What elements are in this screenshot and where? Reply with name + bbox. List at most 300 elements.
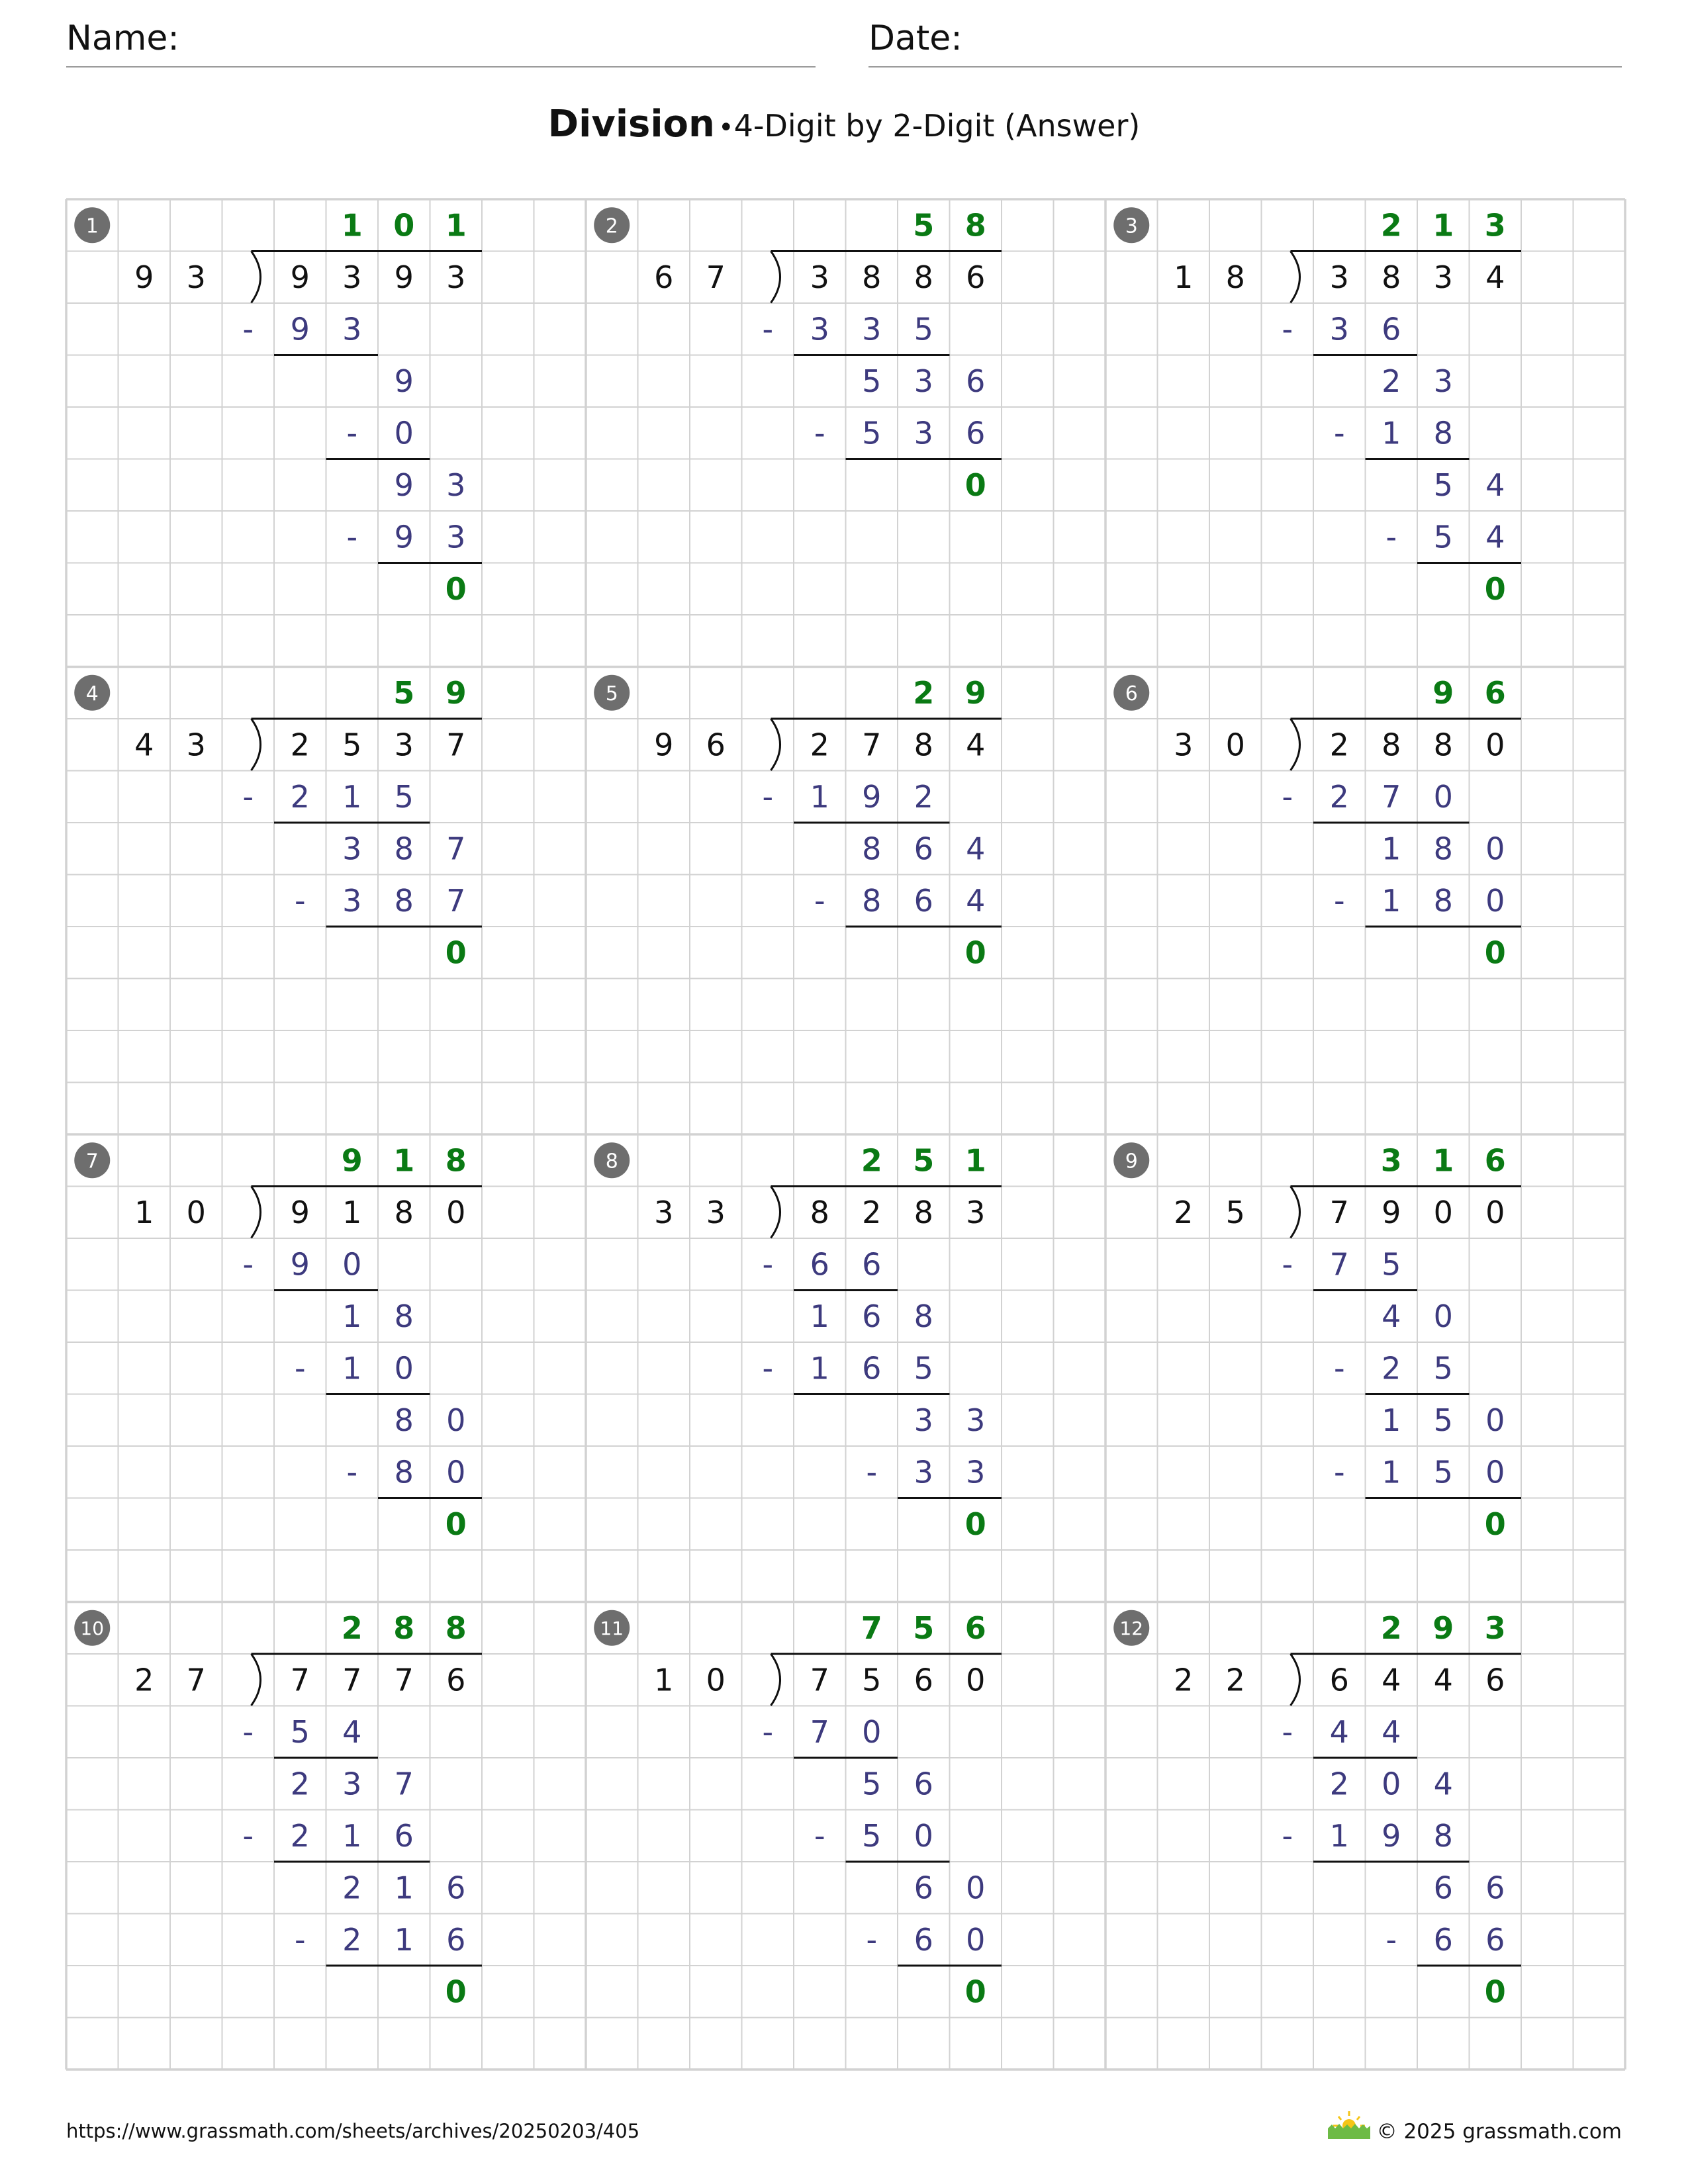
quotient-digit: 8: [445, 1142, 467, 1179]
bring-down-digit: 3: [914, 1402, 933, 1438]
subtract-digit: 3: [966, 1454, 986, 1490]
bring-down-digit: 3: [1433, 363, 1453, 399]
problem-number: 11: [600, 1617, 624, 1639]
minus-sign: -: [814, 1817, 825, 1854]
subtract-digit: 1: [1329, 1817, 1349, 1854]
problem-number: 9: [1125, 1150, 1138, 1173]
subtract-digit: 0: [1485, 1454, 1505, 1490]
problem-number: 7: [85, 1150, 99, 1173]
dividend-digit: 8: [862, 259, 882, 295]
remainder-digit: 0: [964, 934, 986, 971]
remainder-digit: 0: [1484, 1506, 1506, 1542]
title-subtitle: 4-Digit by 2-Digit (Answer): [733, 108, 1141, 144]
minus-sign: -: [762, 1350, 774, 1387]
dividend-digit: 5: [342, 727, 362, 763]
dividend-digit: 8: [914, 727, 933, 763]
subtract-digit: 2: [1329, 778, 1349, 815]
bring-down-digit: 8: [1433, 831, 1453, 867]
minus-sign: -: [242, 1246, 254, 1283]
subtract-digit: 5: [1433, 1350, 1453, 1387]
dividend-digit: 3: [1433, 259, 1453, 295]
quotient-digit: 0: [393, 207, 415, 244]
divisor-digit: 7: [186, 1662, 206, 1698]
division-bracket: [1291, 1187, 1300, 1238]
dividend-digit: 4: [1485, 259, 1505, 295]
subtract-digit: 2: [342, 1921, 362, 1958]
bring-down-digit: 2: [1329, 1766, 1349, 1802]
bring-down-digit: 3: [446, 467, 466, 503]
minus-sign: -: [242, 1713, 254, 1750]
bring-down-digit: 6: [914, 831, 933, 867]
subtract-digit: 2: [1382, 1350, 1401, 1387]
subtract-digit: 8: [394, 1454, 414, 1490]
dividend-digit: 9: [1382, 1194, 1401, 1230]
division-bracket: [1291, 251, 1300, 303]
dividend-digit: 0: [1433, 1194, 1453, 1230]
minus-sign: -: [346, 415, 358, 451]
subtract-digit: 0: [862, 1713, 882, 1750]
subtract-digit: 3: [342, 311, 362, 347]
bring-down-digit: 0: [966, 1870, 986, 1906]
title-bullet: •: [718, 113, 734, 143]
bring-down-digit: 4: [1433, 1766, 1453, 1802]
bring-down-digit: 0: [446, 1402, 466, 1438]
quotient-digit: 6: [1484, 674, 1506, 711]
dividend-digit: 6: [1485, 1662, 1505, 1698]
quotient-digit: 2: [1380, 1610, 1402, 1646]
minus-sign: -: [346, 1454, 358, 1490]
bring-down-digit: 8: [394, 831, 414, 867]
bring-down-digit: 4: [1485, 467, 1505, 503]
bring-down-digit: 5: [1433, 467, 1453, 503]
quotient-digit: 1: [964, 1142, 986, 1179]
subtract-digit: 1: [810, 1350, 829, 1387]
dividend-digit: 8: [914, 259, 933, 295]
subtract-digit: 5: [394, 778, 414, 815]
subtract-digit: 8: [1433, 415, 1453, 451]
dividend-digit: 0: [966, 1662, 986, 1698]
dividend-digit: 4: [1382, 1662, 1401, 1698]
dividend-digit: 3: [394, 727, 414, 763]
minus-sign: -: [346, 519, 358, 555]
subtract-digit: 3: [862, 311, 882, 347]
dividend-digit: 0: [1485, 727, 1505, 763]
bring-down-digit: 0: [1433, 1298, 1453, 1334]
divisor-digit: 3: [706, 1194, 726, 1230]
subtract-digit: 6: [914, 1921, 933, 1958]
subtract-digit: 8: [1433, 1817, 1453, 1854]
bring-down-digit: 3: [914, 363, 933, 399]
dividend-digit: 7: [446, 727, 466, 763]
bring-down-digit: 7: [394, 1766, 414, 1802]
subtract-digit: 2: [914, 778, 933, 815]
subtract-digit: 5: [290, 1713, 310, 1750]
subtract-digit: 1: [342, 1817, 362, 1854]
minus-sign: -: [1385, 519, 1397, 555]
divisor-digit: 0: [186, 1194, 206, 1230]
minus-sign: -: [762, 1713, 774, 1750]
title-main: Division: [547, 103, 715, 146]
minus-sign: -: [1333, 882, 1345, 919]
subtract-digit: 3: [914, 415, 933, 451]
subtract-digit: 0: [1485, 882, 1505, 919]
divisor-digit: 3: [186, 727, 206, 763]
divisor-digit: 7: [706, 259, 726, 295]
dividend-digit: 6: [914, 1662, 933, 1698]
problem-number: 5: [605, 682, 618, 705]
quotient-digit: 8: [964, 207, 986, 244]
subtract-digit: 1: [1382, 415, 1401, 451]
bring-down-digit: 2: [290, 1766, 310, 1802]
subtract-digit: 5: [862, 415, 882, 451]
bring-down-digit: 3: [342, 1766, 362, 1802]
quotient-digit: 5: [393, 674, 415, 711]
subtract-digit: 4: [342, 1713, 362, 1750]
minus-sign: -: [1333, 1350, 1345, 1387]
subtract-digit: 9: [290, 1246, 310, 1283]
dividend-digit: 2: [290, 727, 310, 763]
bring-down-digit: 4: [1382, 1298, 1401, 1334]
problem-number: 6: [1125, 682, 1138, 705]
dividend-digit: 8: [394, 1194, 414, 1230]
divisor-digit: 1: [1174, 259, 1194, 295]
minus-sign: -: [1385, 1921, 1397, 1958]
quotient-digit: 1: [1432, 207, 1454, 244]
bring-down-digit: 1: [394, 1870, 414, 1906]
bring-down-digit: 3: [342, 831, 362, 867]
quotient-digit: 1: [393, 1142, 415, 1179]
minus-sign: -: [866, 1921, 878, 1958]
quotient-digit: 6: [964, 1610, 986, 1646]
dividend-digit: 6: [446, 1662, 466, 1698]
footer-url: https://www.grassmath.com/sheets/archives/20250203/405: [66, 2120, 640, 2142]
minus-sign: -: [1333, 415, 1345, 451]
name-label: Name:: [66, 19, 179, 58]
dividend-digit: 6: [966, 259, 986, 295]
division-bracket: [771, 251, 780, 303]
quotient-digit: 2: [1380, 207, 1402, 244]
quotient-digit: 9: [964, 674, 986, 711]
quotient-digit: 2: [341, 1610, 363, 1646]
subtract-digit: 9: [394, 519, 414, 555]
subtract-digit: 6: [394, 1817, 414, 1854]
dividend-digit: 7: [290, 1662, 310, 1698]
minus-sign: -: [1282, 778, 1293, 815]
subtract-digit: 6: [1382, 311, 1401, 347]
minus-sign: -: [1282, 311, 1293, 347]
subtract-digit: 7: [810, 1713, 829, 1750]
bring-down-digit: 7: [446, 831, 466, 867]
problem-number: 12: [1119, 1617, 1144, 1639]
bring-down-digit: 0: [1382, 1766, 1401, 1802]
bring-down-digit: 5: [862, 363, 882, 399]
grassmath-logo-icon: [1326, 2109, 1372, 2140]
subtract-digit: 0: [446, 1454, 466, 1490]
problem-number: 3: [1125, 214, 1138, 238]
subtract-digit: 1: [342, 778, 362, 815]
divisor-digit: 8: [1225, 259, 1245, 295]
dividend-digit: 7: [394, 1662, 414, 1698]
bring-down-digit: 2: [1382, 363, 1401, 399]
subtract-digit: 1: [1382, 882, 1401, 919]
subtract-digit: 8: [1433, 882, 1453, 919]
division-bracket: [771, 1654, 780, 1706]
subtract-digit: 4: [1382, 1713, 1401, 1750]
subtract-digit: 5: [1433, 519, 1453, 555]
dividend-digit: 8: [1382, 727, 1401, 763]
dividend-digit: 3: [342, 259, 362, 295]
dividend-digit: 6: [1329, 1662, 1349, 1698]
subtract-digit: 9: [862, 778, 882, 815]
subtract-digit: 6: [862, 1350, 882, 1387]
minus-sign: -: [762, 311, 774, 347]
problem-number: 8: [605, 1150, 618, 1173]
bring-down-digit: 5: [1433, 1402, 1453, 1438]
dividend-digit: 5: [862, 1662, 882, 1698]
dividend-digit: 0: [1485, 1194, 1505, 1230]
subtract-digit: 3: [446, 519, 466, 555]
minus-sign: -: [866, 1454, 878, 1490]
footer-copyright: © 2025 grassmath.com: [1376, 2120, 1622, 2144]
division-bracket: [252, 251, 261, 303]
subtract-digit: 1: [394, 1921, 414, 1958]
dividend-digit: 8: [810, 1194, 829, 1230]
dividend-digit: 2: [810, 727, 829, 763]
problem-number: 2: [605, 214, 618, 238]
divisor-digit: 0: [1225, 727, 1245, 763]
bring-down-digit: 8: [394, 1402, 414, 1438]
dividend-digit: 7: [810, 1662, 829, 1698]
subtract-digit: 1: [1382, 1454, 1401, 1490]
divisor-digit: 3: [1174, 727, 1194, 763]
subtract-digit: 7: [1329, 1246, 1349, 1283]
divisor-digit: 6: [654, 259, 674, 295]
bring-down-digit: 6: [1485, 1870, 1505, 1906]
quotient-digit: 8: [445, 1610, 467, 1646]
minus-sign: -: [1333, 1454, 1345, 1490]
remainder-digit: 0: [1484, 1974, 1506, 2010]
bring-down-digit: 6: [862, 1298, 882, 1334]
quotient-digit: 1: [1432, 1142, 1454, 1179]
quotient-digit: 7: [861, 1610, 882, 1646]
problem-number: 1: [85, 214, 99, 238]
bring-down-digit: 8: [914, 1298, 933, 1334]
subtract-digit: 0: [394, 1350, 414, 1387]
subtract-digit: 5: [862, 1817, 882, 1854]
subtract-digit: 9: [1382, 1817, 1401, 1854]
division-bracket: [252, 1187, 261, 1238]
dividend-digit: 9: [394, 259, 414, 295]
remainder-digit: 0: [445, 934, 467, 971]
subtract-digit: 5: [914, 1350, 933, 1387]
date-label: Date:: [868, 19, 962, 58]
bring-down-digit: 0: [1485, 1402, 1505, 1438]
remainder-digit: 0: [964, 467, 986, 503]
division-bracket: [771, 719, 780, 770]
dividend-digit: 2: [862, 1194, 882, 1230]
remainder-digit: 0: [1484, 570, 1506, 607]
bring-down-digit: 8: [394, 1298, 414, 1334]
bring-down-digit: 1: [1382, 831, 1401, 867]
subtract-digit: 1: [810, 778, 829, 815]
minus-sign: -: [762, 778, 774, 815]
dividend-digit: 7: [342, 1662, 362, 1698]
subtract-digit: 4: [966, 882, 986, 919]
quotient-digit: 3: [1484, 1610, 1506, 1646]
dividend-digit: 9: [290, 259, 310, 295]
minus-sign: -: [814, 882, 825, 919]
minus-sign: -: [294, 1350, 306, 1387]
bring-down-digit: 6: [446, 1870, 466, 1906]
subtract-digit: 8: [394, 882, 414, 919]
divisor-digit: 2: [134, 1662, 154, 1698]
subtract-digit: 6: [914, 882, 933, 919]
subtract-digit: 6: [1433, 1921, 1453, 1958]
dividend-digit: 8: [1382, 259, 1401, 295]
bring-down-digit: 0: [1485, 831, 1505, 867]
bring-down-digit: 3: [966, 1402, 986, 1438]
divisor-digit: 2: [1225, 1662, 1245, 1698]
problem-number: 4: [85, 682, 99, 705]
quotient-digit: 9: [1432, 674, 1454, 711]
subtract-digit: 3: [1329, 311, 1349, 347]
divisor-digit: 1: [134, 1194, 154, 1230]
quotient-digit: 6: [1484, 1142, 1506, 1179]
dividend-digit: 1: [342, 1194, 362, 1230]
minus-sign: -: [242, 1817, 254, 1854]
bring-down-digit: 1: [810, 1298, 829, 1334]
subtract-digit: 0: [914, 1817, 933, 1854]
dividend-digit: 4: [966, 727, 986, 763]
minus-sign: -: [1282, 1713, 1293, 1750]
remainder-digit: 0: [964, 1974, 986, 2010]
dividend-digit: 9: [290, 1194, 310, 1230]
subtract-digit: 6: [1485, 1921, 1505, 1958]
subtract-digit: 3: [342, 882, 362, 919]
quotient-digit: 2: [913, 674, 935, 711]
subtract-digit: 0: [342, 1246, 362, 1283]
subtract-digit: 0: [394, 415, 414, 451]
divisor-digit: 9: [654, 727, 674, 763]
bring-down-digit: 9: [394, 363, 414, 399]
divisor-digit: 1: [654, 1662, 674, 1698]
subtract-digit: 2: [290, 1817, 310, 1854]
divisor-digit: 6: [706, 727, 726, 763]
minus-sign: -: [1282, 1817, 1293, 1854]
subtract-digit: 0: [966, 1921, 986, 1958]
bring-down-digit: 1: [342, 1298, 362, 1334]
subtract-digit: 0: [1433, 778, 1453, 815]
division-bracket: [1291, 1654, 1300, 1706]
quotient-digit: 9: [1432, 1610, 1454, 1646]
divisor-digit: 2: [1174, 1662, 1194, 1698]
quotient-digit: 9: [445, 674, 467, 711]
division-bracket: [252, 1654, 261, 1706]
dividend-digit: 3: [966, 1194, 986, 1230]
subtract-digit: 6: [862, 1246, 882, 1283]
subtract-digit: 6: [446, 1921, 466, 1958]
quotient-digit: 9: [341, 1142, 363, 1179]
dividend-digit: 8: [1433, 727, 1453, 763]
minus-sign: -: [294, 882, 306, 919]
subtract-digit: 2: [290, 778, 310, 815]
bring-down-digit: 6: [914, 1766, 933, 1802]
dividend-digit: 8: [914, 1194, 933, 1230]
dividend-digit: 0: [446, 1194, 466, 1230]
remainder-digit: 0: [445, 1506, 467, 1542]
problem-number: 10: [80, 1617, 105, 1639]
quotient-digit: 3: [1380, 1142, 1402, 1179]
divisor-digit: 2: [1174, 1194, 1194, 1230]
bring-down-digit: 9: [394, 467, 414, 503]
subtract-digit: 5: [1382, 1246, 1401, 1283]
subtract-digit: 9: [290, 311, 310, 347]
bring-down-digit: 4: [966, 831, 986, 867]
subtract-digit: 3: [810, 311, 829, 347]
remainder-digit: 0: [445, 570, 467, 607]
quotient-digit: 2: [861, 1142, 882, 1179]
minus-sign: -: [294, 1921, 306, 1958]
dividend-digit: 3: [446, 259, 466, 295]
subtract-digit: 8: [862, 882, 882, 919]
bring-down-digit: 6: [966, 363, 986, 399]
subtract-digit: 6: [966, 415, 986, 451]
subtract-digit: 7: [1382, 778, 1401, 815]
quotient-digit: 3: [1484, 207, 1506, 244]
divisor-digit: 0: [706, 1662, 726, 1698]
subtract-digit: 5: [914, 311, 933, 347]
bring-down-digit: 6: [1433, 1870, 1453, 1906]
subtract-digit: 7: [446, 882, 466, 919]
remainder-digit: 0: [964, 1506, 986, 1542]
subtract-digit: 1: [342, 1350, 362, 1387]
divisor-digit: 3: [654, 1194, 674, 1230]
divisor-digit: 9: [134, 259, 154, 295]
minus-sign: -: [1282, 1246, 1293, 1283]
subtract-digit: 4: [1329, 1713, 1349, 1750]
division-bracket: [252, 719, 261, 770]
quotient-digit: 1: [445, 207, 467, 244]
subtract-digit: 5: [1433, 1454, 1453, 1490]
dividend-digit: 7: [862, 727, 882, 763]
minus-sign: -: [762, 1246, 774, 1283]
minus-sign: -: [814, 415, 825, 451]
quotient-digit: 5: [913, 1142, 935, 1179]
bring-down-digit: 1: [1382, 1402, 1401, 1438]
remainder-digit: 0: [1484, 934, 1506, 971]
divisor-digit: 5: [1225, 1194, 1245, 1230]
minus-sign: -: [242, 778, 254, 815]
bring-down-digit: 8: [862, 831, 882, 867]
division-bracket: [1291, 719, 1300, 770]
dividend-digit: 3: [810, 259, 829, 295]
dividend-digit: 2: [1329, 727, 1349, 763]
division-bracket: [771, 1187, 780, 1238]
divisor-digit: 3: [186, 259, 206, 295]
bring-down-digit: 6: [914, 1870, 933, 1906]
subtract-digit: 3: [914, 1454, 933, 1490]
subtract-digit: 6: [810, 1246, 829, 1283]
remainder-digit: 0: [445, 1974, 467, 2010]
minus-sign: -: [242, 311, 254, 347]
bring-down-digit: 2: [342, 1870, 362, 1906]
dividend-digit: 7: [1329, 1194, 1349, 1230]
subtract-digit: 4: [1485, 519, 1505, 555]
quotient-digit: 1: [341, 207, 363, 244]
dividend-digit: 4: [1433, 1662, 1453, 1698]
divisor-digit: 4: [134, 727, 154, 763]
quotient-digit: 5: [913, 1610, 935, 1646]
